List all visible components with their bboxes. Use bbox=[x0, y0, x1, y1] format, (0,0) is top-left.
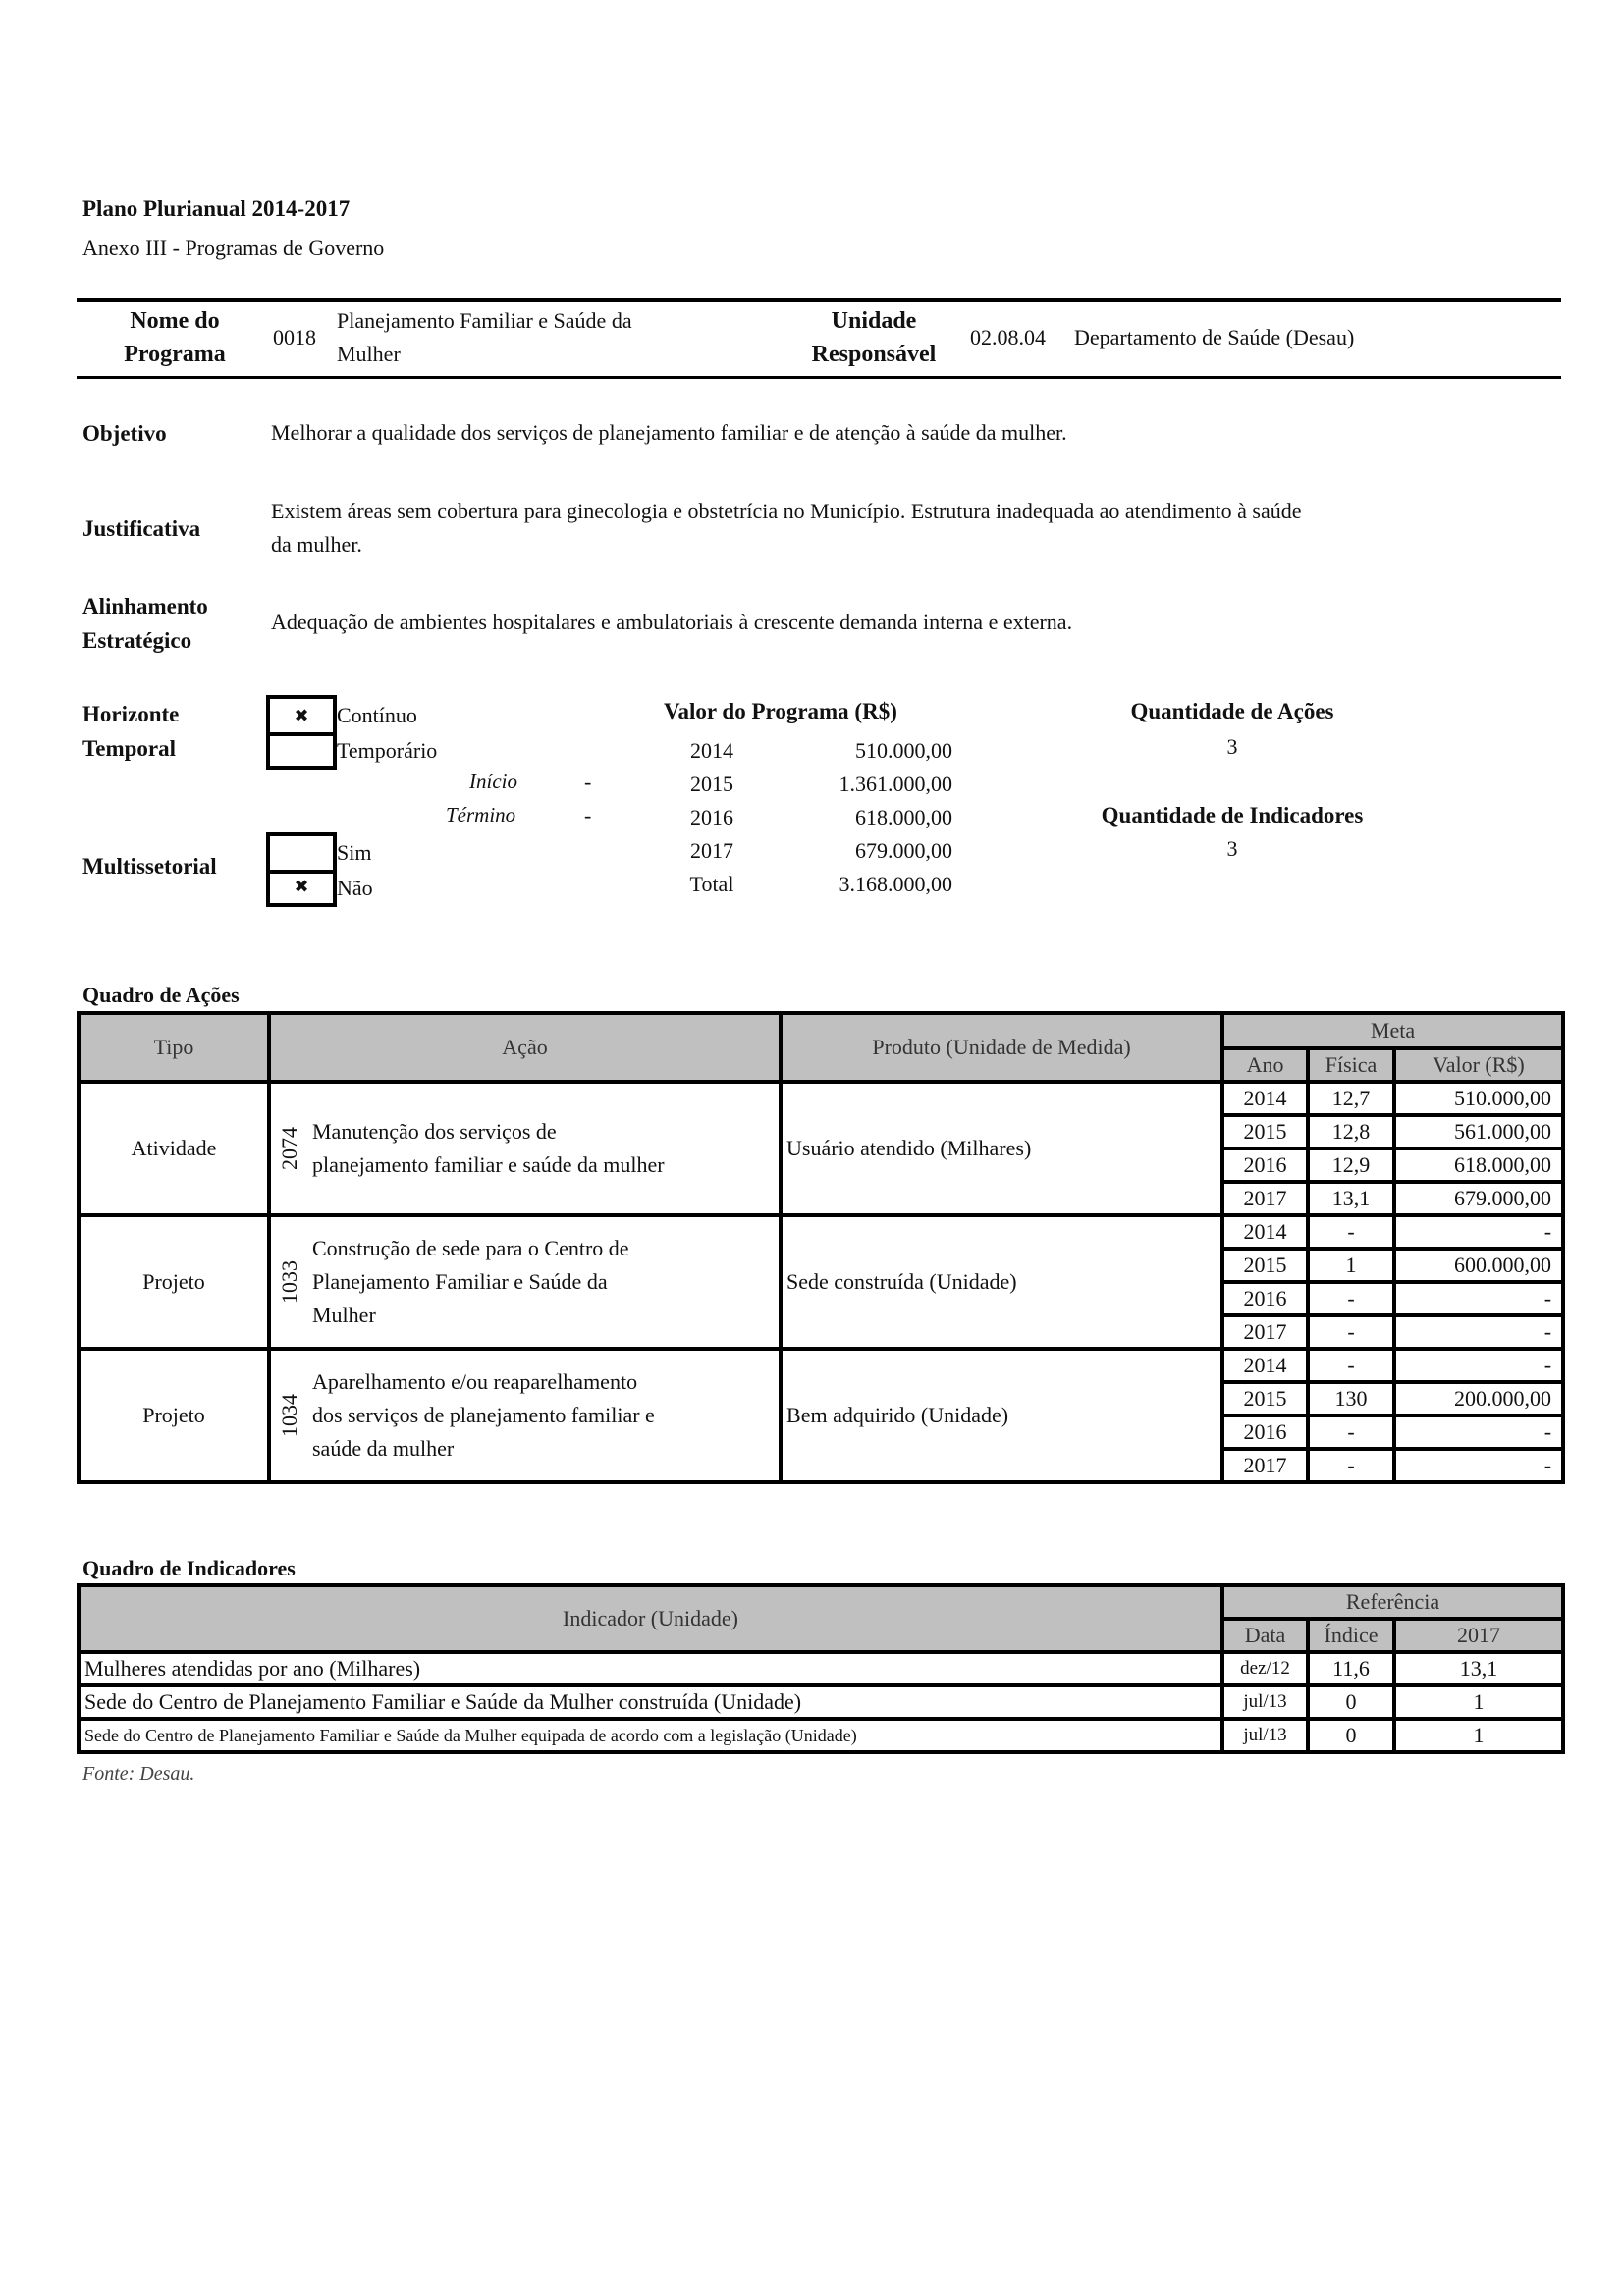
meta-ano: 2015 bbox=[1222, 1115, 1308, 1148]
quadro-indicadores-table bbox=[77, 1583, 1565, 1754]
meta-fisica: - bbox=[1308, 1415, 1394, 1449]
col-header-indice: Índice bbox=[1308, 1619, 1394, 1652]
responsible-unit-code: 02.08.04 bbox=[970, 325, 1046, 349]
responsible-unit-name: Departamento de Saúde (Desau) bbox=[1074, 325, 1355, 349]
meta-fisica: - bbox=[1308, 1282, 1394, 1315]
indicador-data: jul/13 bbox=[1222, 1719, 1308, 1752]
meta-valor: - bbox=[1394, 1415, 1563, 1449]
indicador-name: Sede do Centro de Planejamento Familiar e Saúde da Mulher equipada de acordo com a legislação (Unidade) bbox=[79, 1719, 1222, 1752]
col-header-ano: Ano bbox=[1222, 1048, 1308, 1082]
indicador-name: Mulheres atendidas por ano (Milhares) bbox=[79, 1652, 1222, 1685]
multissetorial-nao-checkbox[interactable] bbox=[266, 870, 337, 907]
meta-ano: 2015 bbox=[1222, 1382, 1308, 1415]
meta-ano: 2016 bbox=[1222, 1282, 1308, 1315]
col-header-indicador: Indicador (Unidade) bbox=[79, 1585, 1222, 1652]
quadro-acoes-title: Quadro de Ações bbox=[82, 983, 240, 1007]
meta-ano: 2014 bbox=[1222, 1349, 1308, 1382]
meta-valor: 600.000,00 bbox=[1394, 1249, 1563, 1282]
acao-line: saúde da mulher bbox=[312, 1436, 455, 1461]
inicio-label: Início bbox=[469, 770, 517, 793]
acao-tipo: Projeto bbox=[79, 1349, 269, 1482]
justificativa-line1: Existem áreas sem cobertura para ginecologia e obstetrícia no Município. Estrutura inadequada ao atendimento à saúde bbox=[271, 499, 1302, 523]
acao-line: Manutenção dos serviços de bbox=[312, 1119, 557, 1144]
acao-tipo: Projeto bbox=[79, 1215, 269, 1349]
indicador-2017: 13,1 bbox=[1394, 1652, 1563, 1685]
meta-fisica: - bbox=[1308, 1215, 1394, 1249]
valor-row bbox=[677, 834, 952, 868]
meta-ano: 2017 bbox=[1222, 1449, 1308, 1482]
alinhamento-text: Adequação de ambientes hospitalares e ambulatoriais à crescente demanda interna e externa. bbox=[271, 610, 1073, 634]
meta-valor: 510.000,00 bbox=[1394, 1082, 1563, 1115]
col-header-data: Data bbox=[1222, 1619, 1308, 1652]
acao-line: planejamento familiar e saúde da mulher bbox=[312, 1152, 665, 1177]
meta-ano: 2014 bbox=[1222, 1082, 1308, 1115]
responsible-unit-label-line2: Responsável bbox=[811, 342, 937, 367]
program-name-label-line2: Programa bbox=[124, 342, 226, 367]
indicador-name: Sede do Centro de Planejamento Familiar e Saúde da Mulher construída (Unidade) bbox=[79, 1685, 1222, 1719]
table-row bbox=[79, 1685, 1563, 1719]
acao-code-cell bbox=[269, 1349, 308, 1482]
meta-valor: - bbox=[1394, 1282, 1563, 1315]
meta-valor: - bbox=[1394, 1215, 1563, 1249]
meta-fisica: 1 bbox=[1308, 1249, 1394, 1282]
meta-fisica: - bbox=[1308, 1449, 1394, 1482]
indicador-data: dez/12 bbox=[1222, 1652, 1308, 1685]
valor-year: 2015 bbox=[690, 772, 733, 796]
valor-total-row bbox=[677, 868, 952, 901]
header-top-rule bbox=[77, 298, 1561, 302]
program-name-line2: Mulher bbox=[337, 342, 401, 366]
objetivo-text: Melhorar a qualidade dos serviços de planejamento familiar e de atenção à saúde da mulher. bbox=[271, 420, 1067, 445]
program-name-label-line1: Nome do bbox=[130, 308, 220, 334]
multissetorial-sim-label: Sim bbox=[337, 840, 372, 865]
col-header-2017: 2017 bbox=[1394, 1619, 1563, 1652]
checkmark-x-icon: ✖ bbox=[294, 705, 309, 726]
program-name-line1: Planejamento Familiar e Saúde da bbox=[337, 308, 632, 333]
meta-ano: 2016 bbox=[1222, 1415, 1308, 1449]
col-header-valor: Valor (R$) bbox=[1394, 1048, 1563, 1082]
acao-line: Mulher bbox=[312, 1303, 376, 1327]
indicador-indice: 0 bbox=[1308, 1719, 1394, 1752]
acao-produto: Bem adquirido (Unidade) bbox=[781, 1349, 1222, 1482]
termino-value: - bbox=[584, 803, 592, 828]
valor-year: 2014 bbox=[690, 738, 733, 763]
acao-code: 2074 bbox=[277, 1127, 301, 1170]
meta-fisica: 13,1 bbox=[1308, 1182, 1394, 1215]
acao-produto: Sede construída (Unidade) bbox=[781, 1215, 1222, 1349]
meta-ano: 2017 bbox=[1222, 1182, 1308, 1215]
acao-description bbox=[308, 1349, 781, 1482]
multissetorial-label: Multissetorial bbox=[82, 854, 217, 879]
valor-row bbox=[677, 734, 952, 768]
acao-line: Construção de sede para o Centro de bbox=[312, 1236, 629, 1260]
quadro-indicadores-title: Quadro de Indicadores bbox=[82, 1556, 296, 1580]
alinhamento-label-line1: Alinhamento bbox=[82, 594, 208, 618]
indicador-2017: 1 bbox=[1394, 1719, 1563, 1752]
col-header-meta: Meta bbox=[1222, 1013, 1563, 1048]
indicador-indice: 0 bbox=[1308, 1685, 1394, 1719]
quantidade-acoes-value: 3 bbox=[1226, 734, 1238, 759]
meta-valor: 200.000,00 bbox=[1394, 1382, 1563, 1415]
meta-valor: - bbox=[1394, 1449, 1563, 1482]
acao-code-cell bbox=[269, 1082, 308, 1215]
valor-programa-list bbox=[677, 734, 952, 901]
table-row bbox=[79, 1652, 1563, 1685]
meta-ano: 2015 bbox=[1222, 1249, 1308, 1282]
table-row bbox=[79, 1719, 1563, 1752]
temporario-checkbox[interactable] bbox=[266, 732, 337, 770]
justificativa-text bbox=[271, 495, 1547, 561]
horizonte-label-line1: Horizonte bbox=[82, 702, 180, 726]
valor-total-label: Total bbox=[689, 872, 734, 896]
table-row bbox=[79, 1349, 1563, 1382]
justificativa-line2: da mulher. bbox=[271, 532, 362, 557]
program-name bbox=[337, 304, 759, 371]
acao-code-cell bbox=[269, 1215, 308, 1349]
document-subtitle: Anexo III - Programas de Governo bbox=[82, 236, 385, 260]
col-header-acao: Ação bbox=[269, 1013, 781, 1082]
acao-line: dos serviços de planejamento familiar e bbox=[312, 1403, 655, 1427]
meta-ano: 2014 bbox=[1222, 1215, 1308, 1249]
multissetorial-nao-label: Não bbox=[337, 876, 373, 900]
valor-amount: 618.000,00 bbox=[855, 805, 952, 829]
indicador-indice: 11,6 bbox=[1308, 1652, 1394, 1685]
valor-row bbox=[677, 768, 952, 801]
termino-label: Término bbox=[446, 803, 516, 827]
valor-amount: 1.361.000,00 bbox=[839, 772, 952, 796]
acao-description bbox=[308, 1082, 781, 1215]
checkmark-x-icon: ✖ bbox=[294, 876, 309, 897]
meta-valor: 618.000,00 bbox=[1394, 1148, 1563, 1182]
meta-fisica: 130 bbox=[1308, 1382, 1394, 1415]
valor-year: 2017 bbox=[690, 838, 733, 863]
meta-fisica: 12,9 bbox=[1308, 1148, 1394, 1182]
meta-valor: - bbox=[1394, 1349, 1563, 1382]
valor-amount: 679.000,00 bbox=[855, 838, 952, 863]
acao-line: Planejamento Familiar e Saúde da bbox=[312, 1269, 608, 1294]
meta-ano: 2017 bbox=[1222, 1315, 1308, 1349]
acao-produto: Usuário atendido (Milhares) bbox=[781, 1082, 1222, 1215]
horizonte-label bbox=[82, 697, 179, 766]
meta-valor: 561.000,00 bbox=[1394, 1115, 1563, 1148]
continuo-label: Contínuo bbox=[337, 703, 417, 727]
justificativa-label: Justificativa bbox=[82, 516, 201, 541]
indicador-2017: 1 bbox=[1394, 1685, 1563, 1719]
continuo-checkbox[interactable] bbox=[266, 695, 337, 736]
valor-year: 2016 bbox=[690, 805, 733, 829]
valor-row bbox=[677, 801, 952, 834]
acao-code: 1033 bbox=[277, 1260, 301, 1304]
meta-fisica: - bbox=[1308, 1315, 1394, 1349]
quantidade-acoes-label: Quantidade de Ações bbox=[1130, 699, 1334, 723]
meta-valor: 679.000,00 bbox=[1394, 1182, 1563, 1215]
meta-ano: 2016 bbox=[1222, 1148, 1308, 1182]
col-header-referencia: Referência bbox=[1222, 1585, 1563, 1619]
alinhamento-label bbox=[82, 589, 208, 658]
quantidade-indicadores-label: Quantidade de Indicadores bbox=[1101, 803, 1364, 828]
table-row bbox=[79, 1215, 1563, 1249]
quantidade-indicadores-value: 3 bbox=[1226, 836, 1238, 861]
responsible-unit-label bbox=[785, 304, 962, 371]
meta-fisica: 12,7 bbox=[1308, 1082, 1394, 1115]
indicador-data: jul/13 bbox=[1222, 1685, 1308, 1719]
meta-fisica: - bbox=[1308, 1349, 1394, 1382]
col-header-fisica: Física bbox=[1308, 1048, 1394, 1082]
program-name-label bbox=[96, 304, 253, 371]
source-note: Fonte: Desau. bbox=[82, 1763, 195, 1785]
alinhamento-label-line2: Estratégico bbox=[82, 628, 192, 653]
header-bottom-rule bbox=[77, 376, 1561, 379]
valor-total-amount: 3.168.000,00 bbox=[839, 872, 952, 896]
acao-tipo: Atividade bbox=[79, 1082, 269, 1215]
multissetorial-sim-checkbox[interactable] bbox=[266, 832, 337, 874]
horizonte-label-line2: Temporal bbox=[82, 736, 176, 761]
valor-programa-heading: Valor do Programa (R$) bbox=[664, 699, 897, 723]
meta-fisica: 12,8 bbox=[1308, 1115, 1394, 1148]
col-header-produto: Produto (Unidade de Medida) bbox=[781, 1013, 1222, 1082]
acao-code: 1034 bbox=[277, 1394, 301, 1437]
program-code: 0018 bbox=[273, 325, 316, 349]
acao-line: Aparelhamento e/ou reaparelhamento bbox=[312, 1369, 638, 1394]
meta-valor: - bbox=[1394, 1315, 1563, 1349]
col-header-tipo: Tipo bbox=[79, 1013, 269, 1082]
table-row bbox=[79, 1082, 1563, 1115]
responsible-unit-label-line1: Unidade bbox=[831, 308, 917, 334]
temporario-label: Temporário bbox=[337, 738, 438, 763]
inicio-value: - bbox=[584, 770, 592, 794]
objetivo-label: Objetivo bbox=[82, 421, 167, 446]
valor-amount: 510.000,00 bbox=[855, 738, 952, 763]
document-title: Plano Plurianual 2014-2017 bbox=[82, 196, 351, 221]
quadro-acoes-table bbox=[77, 1011, 1565, 1484]
acao-description bbox=[308, 1215, 781, 1349]
